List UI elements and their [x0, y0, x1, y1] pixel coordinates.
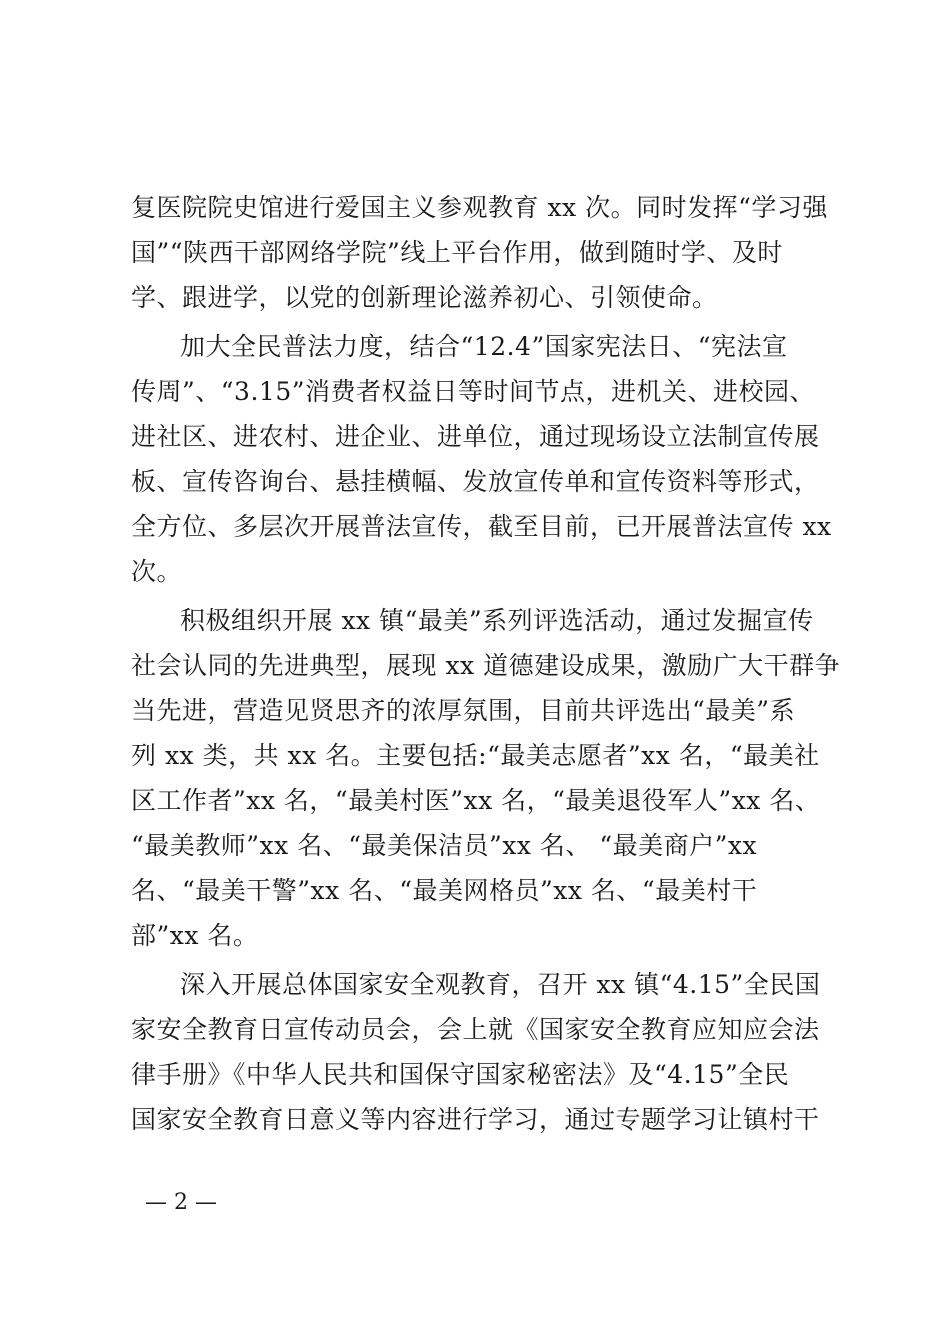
- text-line: 复医院院史馆进行爱国主义参观教育 xx 次。同时发挥“学习强: [131, 193, 828, 222]
- text-line: 国家安全教育日意义等内容进行学习，通过专题学习让镇村干: [131, 1105, 820, 1134]
- text-line: 传周”、“3.15”消费者权益日等时间节点，进机关、进校园、: [131, 377, 816, 406]
- paragraph-first-line: 积极组织开展 xx 镇“最美”系列评选活动，通过发掘宣传: [180, 606, 814, 635]
- text-line: 全方位、多层次开展普法宣传，截至目前，已开展普法宣传 xx: [131, 512, 832, 541]
- page-number: — 2 —: [145, 1190, 217, 1215]
- text-line: 家安全教育日宣传动员会，会上就《国家安全教育应知应会法: [131, 1015, 820, 1044]
- text-line: 区工作者”xx 名，“最美村医”xx 名，“最美退役军人”xx 名、: [131, 786, 821, 815]
- text-line: 次。: [131, 557, 183, 586]
- text-line: 当先进，营造见贤思齐的浓厚氛围，目前共评选出“最美”系: [131, 696, 796, 725]
- paragraph-first-line: 深入开展总体国家安全观教育，召开 xx 镇“4.15”全民国: [180, 970, 821, 999]
- text-line: 名、“最美干警”xx 名、“最美网格员”xx 名、“最美村干: [131, 876, 758, 905]
- text-line: 进社区、进农村、进企业、进单位，通过现场设立法制宣传展: [131, 422, 820, 451]
- text-line: 国”“陕西干部网络学院”线上平台作用，做到随时学、及时: [131, 238, 783, 267]
- text-line: 律手册》《中华人民共和国保守国家秘密法》及“4.15”全民: [131, 1060, 790, 1089]
- text-line: 列 xx 类，共 xx 名。主要包括:“最美志愿者”xx 名，“最美社: [131, 741, 820, 770]
- text-line: 板、宣传咨询台、悬挂横幅、发放宣传单和宣传资料等形式，: [131, 467, 820, 496]
- text-line: 社会认同的先进典型，展现 xx 道德建设成果，激励广大干群争: [131, 651, 841, 680]
- paragraph-first-line: 加大全民普法力度，结合“12.4”国家宪法日、“宪法宣: [180, 332, 788, 361]
- text-line: “最美教师”xx 名、“最美保洁员”xx 名、 “最美商户”xx: [131, 831, 758, 860]
- text-line: 学、跟进学，以党的创新理论滋养初心、引领使命。: [131, 283, 718, 312]
- text-line: 部”xx 名。: [131, 921, 259, 950]
